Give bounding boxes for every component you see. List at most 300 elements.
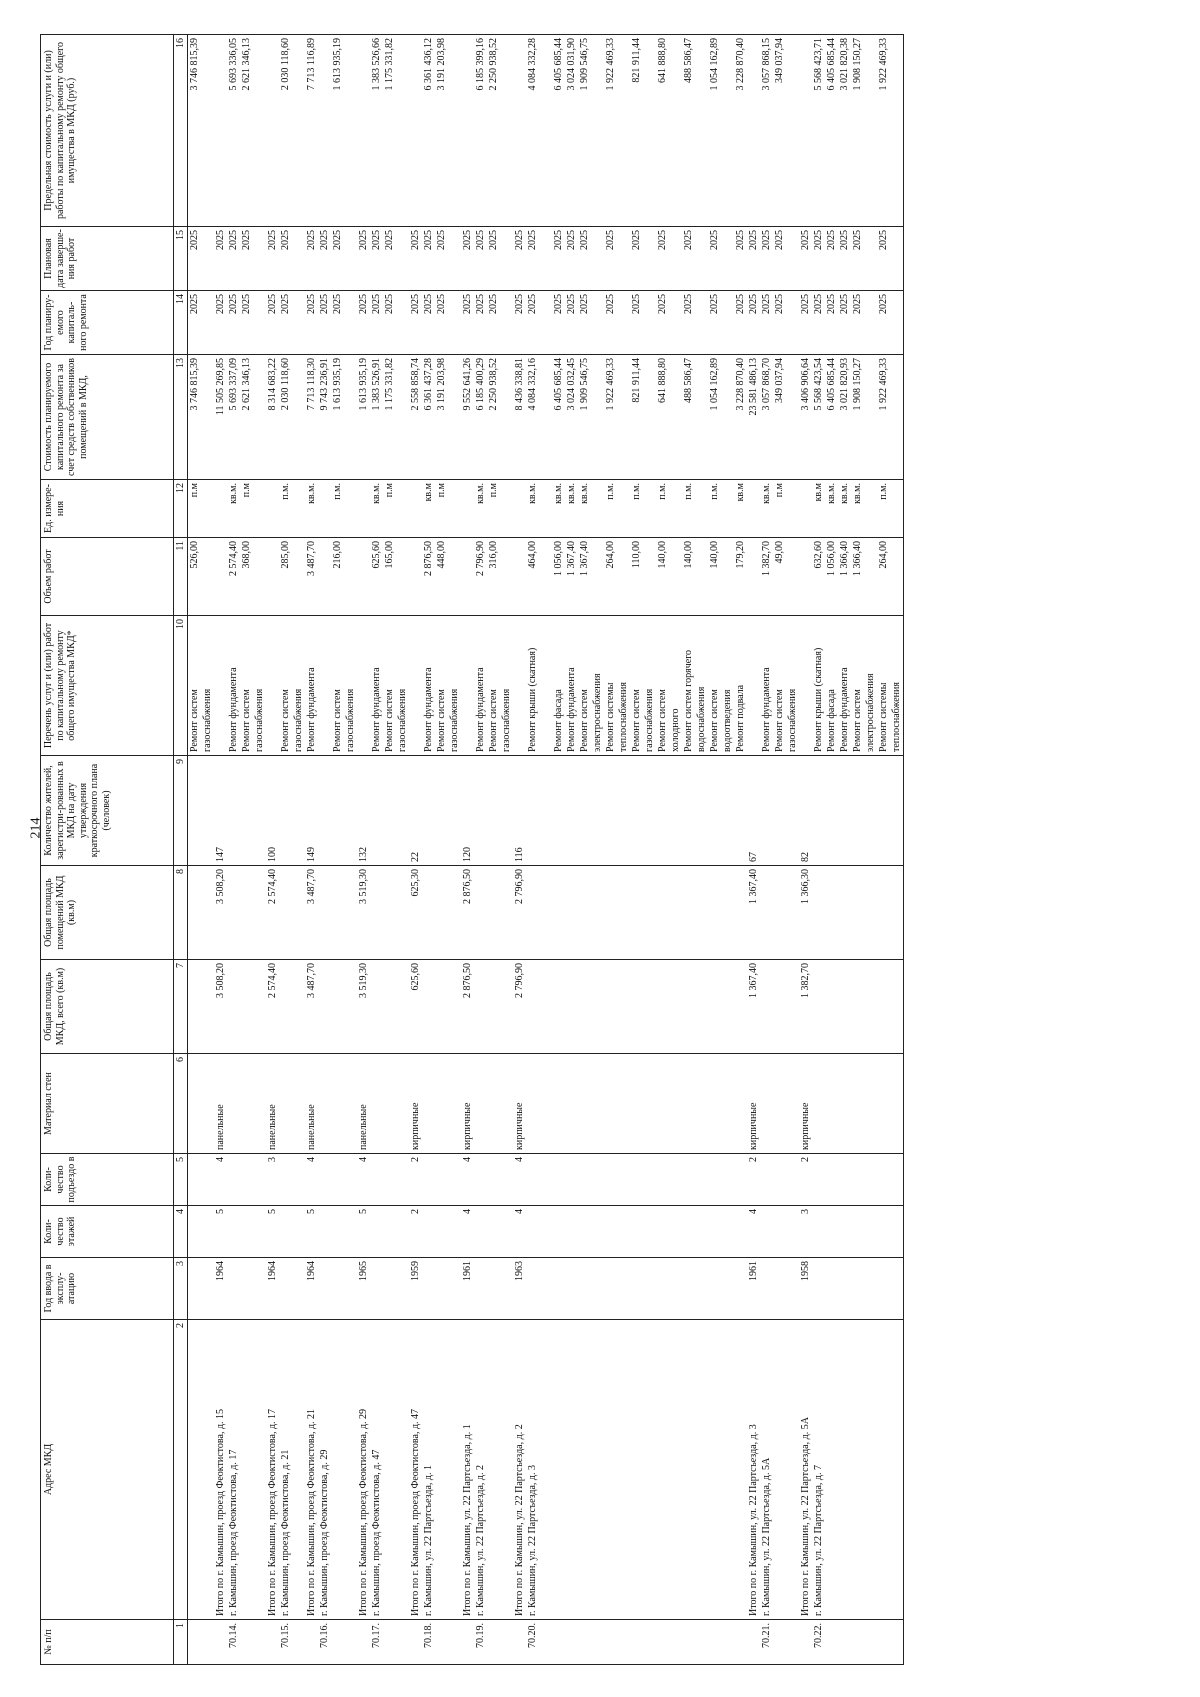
cell-line: 22 bbox=[410, 852, 421, 862]
cell-premises-area bbox=[188, 866, 215, 960]
cell-line: п.м bbox=[189, 483, 200, 498]
cell-premises-area bbox=[357, 866, 409, 960]
cell-line bbox=[266, 619, 279, 752]
cell-line bbox=[864, 541, 877, 612]
cell-line: 1 613 935,19 bbox=[332, 38, 343, 91]
cell-entrances bbox=[409, 1154, 461, 1206]
cell-line: 2025 bbox=[215, 294, 226, 314]
cell-entrances bbox=[513, 1154, 747, 1206]
cell-line: 488 586,47 bbox=[683, 358, 694, 403]
cell-address bbox=[214, 1320, 266, 1620]
cell-line: 1 175 331,82 bbox=[384, 38, 395, 91]
cell-line bbox=[799, 541, 812, 612]
cell-line: газоснабжения bbox=[787, 688, 798, 752]
cell-line bbox=[409, 38, 422, 223]
cell-line bbox=[721, 38, 734, 223]
cell-line: 1961 bbox=[748, 1261, 759, 1281]
cell-year bbox=[266, 1258, 305, 1320]
cell-line: кв.м. bbox=[761, 483, 772, 504]
cell-line: 264,00 bbox=[605, 541, 616, 569]
cell-line: 1 908 150,27 bbox=[852, 38, 863, 91]
cell-line: 4 bbox=[462, 1209, 473, 1214]
header-cell: Коли-чество подъездо в bbox=[41, 1154, 174, 1206]
cell-line: 3 487,70 bbox=[306, 963, 317, 998]
cell-line: 1961 bbox=[462, 1261, 473, 1281]
cell-max-cost bbox=[188, 35, 215, 227]
header-cell: Плановая дата заверше-ния работ bbox=[41, 227, 174, 291]
cell-line: 2 bbox=[800, 1157, 811, 1162]
cell-year bbox=[305, 1258, 357, 1320]
cell-line: 1963 bbox=[514, 1261, 525, 1281]
cell-line: 1 054 162,89 bbox=[709, 38, 720, 91]
cell-line: 2025 bbox=[475, 230, 486, 250]
cell-line bbox=[318, 619, 331, 752]
cell-total-area bbox=[747, 960, 799, 1054]
cell-line: 2025 bbox=[384, 294, 395, 314]
cell-line: 2025 bbox=[358, 294, 369, 314]
cell-year bbox=[409, 1258, 461, 1320]
cell-line: 2025 bbox=[410, 294, 421, 314]
cell-line: 3 406 906,64 bbox=[800, 358, 811, 411]
cell-line: п.м bbox=[241, 483, 252, 498]
cell-line: 488 586,47 bbox=[683, 38, 694, 83]
cell-line: 2025 bbox=[852, 294, 863, 314]
cell-line: Ремонт систем bbox=[332, 689, 343, 752]
cell-address bbox=[188, 1320, 215, 1620]
cell-line: 1 909 546,75 bbox=[579, 38, 590, 91]
cell-line: 2 574,40 bbox=[267, 963, 278, 998]
cell-line: 2025 bbox=[579, 294, 590, 314]
cell-premises-area bbox=[799, 866, 904, 960]
cell-line: 641 888,80 bbox=[657, 358, 668, 403]
cell-line bbox=[721, 541, 734, 612]
cell-line: 2025 bbox=[631, 230, 642, 250]
cell-line: 625,60 bbox=[371, 541, 382, 569]
cell-line: п.м. bbox=[878, 483, 889, 500]
cell-end-date bbox=[799, 227, 904, 291]
cell-cost bbox=[747, 355, 799, 480]
cell-line: 632,60 bbox=[813, 541, 824, 569]
cell-line: Ремонт систем bbox=[774, 689, 785, 752]
cell-line: 2025 bbox=[683, 230, 694, 250]
cell-line: п.м. bbox=[332, 483, 343, 500]
cell-line: 3 057 868,70 bbox=[761, 358, 772, 411]
cell-unit bbox=[513, 480, 747, 538]
cell-line: кв.м. bbox=[566, 483, 577, 504]
cell-line bbox=[747, 1623, 760, 1661]
cell-line bbox=[864, 358, 877, 476]
cell-line: 4 bbox=[215, 1157, 226, 1162]
cell-line: Ремонт систем bbox=[189, 689, 200, 752]
cell-line: 3 746 815,39 bbox=[189, 38, 200, 91]
cell-line bbox=[799, 483, 812, 534]
cell-residents bbox=[266, 756, 305, 866]
cell-line: кв.м. bbox=[579, 483, 590, 504]
cell-line: 285,00 bbox=[280, 541, 291, 569]
cell-max-cost bbox=[357, 35, 409, 227]
cell-line: 3 024 031,90 bbox=[566, 38, 577, 91]
cell-entrances bbox=[357, 1154, 409, 1206]
cell-line: кв.м. bbox=[228, 483, 239, 504]
cell-line: 1 922 469,33 bbox=[878, 38, 889, 91]
cell-line bbox=[695, 294, 708, 351]
cell-line: 6 361 437,28 bbox=[423, 358, 434, 411]
cell-year bbox=[799, 1258, 904, 1320]
cell-line: электроснабжения bbox=[592, 673, 603, 752]
cell-line bbox=[591, 483, 604, 534]
cell-line: 2 621 346,13 bbox=[241, 38, 252, 91]
cell-repair-year bbox=[266, 291, 305, 355]
cell-number bbox=[513, 1620, 747, 1665]
cell-address bbox=[461, 1320, 513, 1620]
cell-line: газоснабжения bbox=[254, 688, 265, 752]
cell-line: 3 746 815,39 bbox=[189, 358, 200, 411]
cell-line: Ремонт фундамента bbox=[761, 667, 772, 752]
cell-line bbox=[695, 541, 708, 612]
cell-line bbox=[357, 619, 370, 752]
cell-line: Ремонт фундамента bbox=[566, 667, 577, 752]
column-number: 6 bbox=[174, 1054, 188, 1154]
cell-repair-year bbox=[305, 291, 357, 355]
cell-line: 2025 bbox=[527, 230, 538, 250]
cell-line: 100 bbox=[267, 847, 278, 862]
cell-line: 526,00 bbox=[189, 541, 200, 569]
cell-line: 1 922 469,33 bbox=[878, 358, 889, 411]
cell-line: 3 057 868,15 bbox=[761, 38, 772, 91]
cell-year bbox=[747, 1258, 799, 1320]
cell-line bbox=[669, 294, 682, 351]
cell-line bbox=[539, 294, 552, 351]
cell-volume bbox=[747, 538, 799, 616]
cell-line: 2 876,50 bbox=[462, 869, 473, 904]
column-number: 14 bbox=[174, 291, 188, 355]
cell-line: 3 519,30 bbox=[358, 869, 369, 904]
cell-line: кв.м bbox=[735, 483, 746, 502]
cell-line: 2025 bbox=[657, 294, 668, 314]
cell-repair-year bbox=[799, 291, 904, 355]
cell-line bbox=[617, 483, 630, 534]
cell-max-cost bbox=[513, 35, 747, 227]
cell-total-area bbox=[357, 960, 409, 1054]
cell-line: 5 bbox=[306, 1209, 317, 1214]
cell-wall-material bbox=[799, 1054, 904, 1154]
cell-line: 70.19. bbox=[475, 1623, 486, 1648]
cell-line: 2025 bbox=[332, 294, 343, 314]
cell-line: 6 185 400,29 bbox=[475, 358, 486, 411]
header-cell: Ед. измере-ния bbox=[41, 480, 174, 538]
cell-line bbox=[409, 1623, 422, 1661]
header-cell: Перечень услуг и (или) работ по капитальному ремонту общего имущества МКД* bbox=[41, 616, 174, 756]
table-row bbox=[214, 35, 266, 1665]
cell-number bbox=[266, 1620, 305, 1665]
cell-line: Ремонт фундамента bbox=[228, 667, 239, 752]
header-cell: Стоимость планируемого капитального ремонта за счет средств собственников помещений в МКД, bbox=[41, 355, 174, 480]
cell-line: 4 bbox=[514, 1209, 525, 1214]
cell-floors bbox=[461, 1206, 513, 1258]
cell-line bbox=[643, 38, 656, 223]
cell-line bbox=[617, 358, 630, 476]
column-number: 13 bbox=[174, 355, 188, 480]
cell-line: 3 508,20 bbox=[215, 869, 226, 904]
cell-line: 2 250 938,52 bbox=[488, 358, 499, 411]
cell-line: 2 030 118,60 bbox=[280, 358, 291, 411]
cell-line bbox=[214, 619, 227, 752]
cell-line: 3 228 870,40 bbox=[735, 358, 746, 411]
cell-line: 5 bbox=[358, 1209, 369, 1214]
cell-line: 2025 bbox=[371, 230, 382, 250]
cell-line: 3 bbox=[800, 1209, 811, 1214]
cell-max-cost bbox=[409, 35, 461, 227]
cell-line: 1 382,70 bbox=[800, 963, 811, 998]
cell-line: холодного bbox=[670, 708, 681, 752]
cell-line: 368,00 bbox=[241, 541, 252, 569]
cell-line: 2025 bbox=[306, 230, 317, 250]
cell-entrances bbox=[188, 1154, 215, 1206]
cell-line bbox=[318, 541, 331, 612]
cell-line: 1 613 935,19 bbox=[332, 358, 343, 411]
cell-line bbox=[643, 358, 656, 476]
cell-repair-year bbox=[461, 291, 513, 355]
cell-line: 3 bbox=[267, 1157, 278, 1162]
cell-line: кв.м. bbox=[553, 483, 564, 504]
cell-line bbox=[461, 483, 474, 534]
header-cell: Общая площадь помещений МКД (кв.м) bbox=[41, 866, 174, 960]
cell-line bbox=[643, 230, 656, 287]
cell-line: 2 558 858,74 bbox=[410, 358, 421, 411]
cell-total-area bbox=[305, 960, 357, 1054]
cell-floors bbox=[799, 1206, 904, 1258]
cell-line: 2025 bbox=[631, 294, 642, 314]
cell-unit bbox=[747, 480, 799, 538]
cell-line: 3 191 203,98 bbox=[436, 38, 447, 91]
cell-line: 5 568 423,71 bbox=[813, 38, 824, 91]
cell-line: 70.18. bbox=[423, 1623, 434, 1648]
cell-floors bbox=[266, 1206, 305, 1258]
cell-line: 2025 bbox=[436, 230, 447, 250]
cell-line bbox=[188, 1057, 201, 1150]
cell-floors bbox=[747, 1206, 799, 1258]
cell-line bbox=[721, 483, 734, 534]
cell-line: 140,00 bbox=[683, 541, 694, 569]
cell-address bbox=[305, 1320, 357, 1620]
cell-line bbox=[318, 38, 331, 223]
cell-line: 70.22. bbox=[813, 1623, 824, 1648]
cell-repair-year bbox=[214, 291, 266, 355]
cell-works bbox=[799, 616, 904, 756]
cell-floors bbox=[357, 1206, 409, 1258]
cell-end-date bbox=[305, 227, 357, 291]
cell-line: 349 037,94 bbox=[774, 358, 785, 403]
cell-year bbox=[513, 1258, 747, 1320]
cell-line: панельные bbox=[267, 1104, 278, 1150]
cell-entrances bbox=[214, 1154, 266, 1206]
cell-line: 2025 bbox=[761, 294, 772, 314]
cell-line: 2 030 118,60 bbox=[280, 38, 291, 91]
cell-max-cost bbox=[461, 35, 513, 227]
cell-line bbox=[747, 541, 760, 612]
cell-line: г. Камышин, ул. 22 Партсъезда, д. 5А bbox=[761, 1457, 772, 1616]
cell-line bbox=[669, 483, 682, 534]
cell-line: 2025 bbox=[241, 294, 252, 314]
cell-line: 2025 bbox=[462, 294, 473, 314]
cell-line: кирпичные bbox=[800, 1102, 811, 1150]
cell-line: кирпичные bbox=[410, 1102, 421, 1150]
cell-line: 2025 bbox=[358, 230, 369, 250]
cell-line: Ремонт систем bbox=[631, 689, 642, 752]
cell-address bbox=[799, 1320, 904, 1620]
cell-line: п.м bbox=[488, 483, 499, 498]
cell-line bbox=[864, 483, 877, 534]
cell-residents bbox=[357, 756, 409, 866]
cell-line bbox=[695, 230, 708, 287]
cell-line: 2025 bbox=[241, 230, 252, 250]
cell-number bbox=[409, 1620, 461, 1665]
cell-line: 2025 bbox=[735, 230, 746, 250]
cell-wall-material bbox=[188, 1054, 215, 1154]
cell-entrances bbox=[799, 1154, 904, 1206]
cell-residents bbox=[747, 756, 799, 866]
cell-line: 2025 bbox=[761, 230, 772, 250]
cell-total-area bbox=[409, 960, 461, 1054]
cell-line bbox=[591, 38, 604, 223]
cell-line: 1 382,70 bbox=[761, 541, 772, 576]
cell-entrances bbox=[266, 1154, 305, 1206]
cell-line bbox=[357, 38, 370, 223]
cell-number bbox=[214, 1620, 266, 1665]
cell-line bbox=[669, 358, 682, 476]
cell-line: 2025 bbox=[280, 230, 291, 250]
cell-unit bbox=[188, 480, 215, 538]
cell-repair-year bbox=[513, 291, 747, 355]
column-number: 2 bbox=[174, 1320, 188, 1620]
cell-line: 2025 bbox=[332, 230, 343, 250]
cell-line: 2025 bbox=[774, 230, 785, 250]
cell-volume bbox=[513, 538, 747, 616]
column-number: 11 bbox=[174, 538, 188, 616]
cell-line: 3 519,30 bbox=[358, 963, 369, 998]
cell-works bbox=[357, 616, 409, 756]
cell-line: Итого по г. Камышин, проезд Феоктистова, д. 15 bbox=[215, 1408, 226, 1616]
cell-line bbox=[266, 541, 279, 612]
cell-volume bbox=[409, 538, 461, 616]
cell-line bbox=[591, 358, 604, 476]
cell-line: Ремонт систем bbox=[241, 689, 252, 752]
cell-line: г. Камышин, проезд Феоктистова, д. 47 bbox=[371, 1449, 382, 1616]
cell-line: 4 bbox=[748, 1209, 759, 1214]
cell-works bbox=[513, 616, 747, 756]
cell-wall-material bbox=[305, 1054, 357, 1154]
cell-works bbox=[305, 616, 357, 756]
cell-line: п.м. bbox=[280, 483, 291, 500]
cell-line: 3 021 820,93 bbox=[839, 358, 850, 411]
cell-cost bbox=[799, 355, 904, 480]
cell-line: 5 bbox=[267, 1209, 278, 1214]
cell-cost bbox=[461, 355, 513, 480]
cell-line: 7 713 118,30 bbox=[306, 358, 317, 411]
cell-end-date bbox=[409, 227, 461, 291]
cell-line: Итого по г. Камышин, ул. 22 Партсъезда, д. 2 bbox=[514, 1424, 525, 1616]
column-number: 5 bbox=[174, 1154, 188, 1206]
cell-residents bbox=[461, 756, 513, 866]
cell-line: Ремонт крыши (скатная) bbox=[527, 647, 538, 752]
cell-line: г. Камышин, проезд Феоктистова, д. 29 bbox=[319, 1449, 330, 1616]
cell-line: 2025 bbox=[527, 294, 538, 314]
cell-line: 4 bbox=[514, 1157, 525, 1162]
header-cell: Объем работ bbox=[41, 538, 174, 616]
cell-line: водоотведения bbox=[722, 689, 733, 752]
cell-line: кирпичные bbox=[462, 1102, 473, 1150]
cell-line bbox=[617, 541, 630, 612]
cell-unit bbox=[214, 480, 266, 538]
cell-residents bbox=[188, 756, 215, 866]
cell-floors bbox=[305, 1206, 357, 1258]
cell-line bbox=[539, 230, 552, 287]
cell-line: 2025 bbox=[813, 294, 824, 314]
cell-line: 464,00 bbox=[527, 541, 538, 569]
cell-line bbox=[643, 541, 656, 612]
cell-line bbox=[188, 869, 201, 956]
cell-floors bbox=[513, 1206, 747, 1258]
cell-max-cost bbox=[214, 35, 266, 227]
cell-line: 2025 bbox=[319, 230, 330, 250]
cell-line bbox=[721, 294, 734, 351]
cell-line: 82 bbox=[800, 852, 811, 862]
cell-line: 70.16. bbox=[319, 1623, 330, 1648]
cell-line: Ремонт фасада bbox=[553, 689, 564, 752]
cell-line: 1959 bbox=[410, 1261, 421, 1281]
cell-unit bbox=[409, 480, 461, 538]
cell-wall-material bbox=[409, 1054, 461, 1154]
cell-volume bbox=[266, 538, 305, 616]
cell-line: 1 613 935,19 bbox=[358, 358, 369, 411]
cell-line bbox=[409, 483, 422, 534]
cell-line bbox=[539, 619, 552, 752]
cell-line: 1 908 150,27 bbox=[852, 358, 863, 411]
cell-end-date bbox=[266, 227, 305, 291]
cell-line bbox=[669, 541, 682, 612]
cell-line: Ремонт подвала bbox=[735, 684, 746, 752]
cell-line: Ремонт систем bbox=[488, 689, 499, 752]
cell-volume bbox=[214, 538, 266, 616]
cell-residents bbox=[799, 756, 904, 866]
cell-line: 1 366,40 bbox=[852, 541, 863, 576]
cell-end-date bbox=[513, 227, 747, 291]
cell-number bbox=[305, 1620, 357, 1665]
capital-repair-table bbox=[40, 34, 904, 1665]
cell-address bbox=[409, 1320, 461, 1620]
cell-line bbox=[669, 230, 682, 287]
cell-volume bbox=[461, 538, 513, 616]
cell-year bbox=[214, 1258, 266, 1320]
header-cell: Год планиру-емого капиталь-ного ремонта bbox=[41, 291, 174, 355]
cell-total-area bbox=[188, 960, 215, 1054]
cell-line bbox=[188, 1157, 201, 1202]
cell-year bbox=[461, 1258, 513, 1320]
cell-line: г. Камышин, ул. 22 Партсъезда, д. 3 bbox=[527, 1464, 538, 1616]
cell-line: 1 367,40 bbox=[579, 541, 590, 576]
cell-line: 2025 bbox=[683, 294, 694, 314]
cell-line: кв.м. bbox=[306, 483, 317, 504]
cell-line: 3 487,70 bbox=[306, 541, 317, 576]
cell-works bbox=[409, 616, 461, 756]
cell-line: 2025 bbox=[319, 294, 330, 314]
cell-line: 1 366,40 bbox=[839, 541, 850, 576]
cell-line: 2025 bbox=[228, 294, 239, 314]
table-row bbox=[266, 35, 305, 1665]
cell-line: 6 185 399,16 bbox=[475, 38, 486, 91]
cell-line: 1 383 526,66 bbox=[371, 38, 382, 91]
cell-line bbox=[864, 38, 877, 223]
